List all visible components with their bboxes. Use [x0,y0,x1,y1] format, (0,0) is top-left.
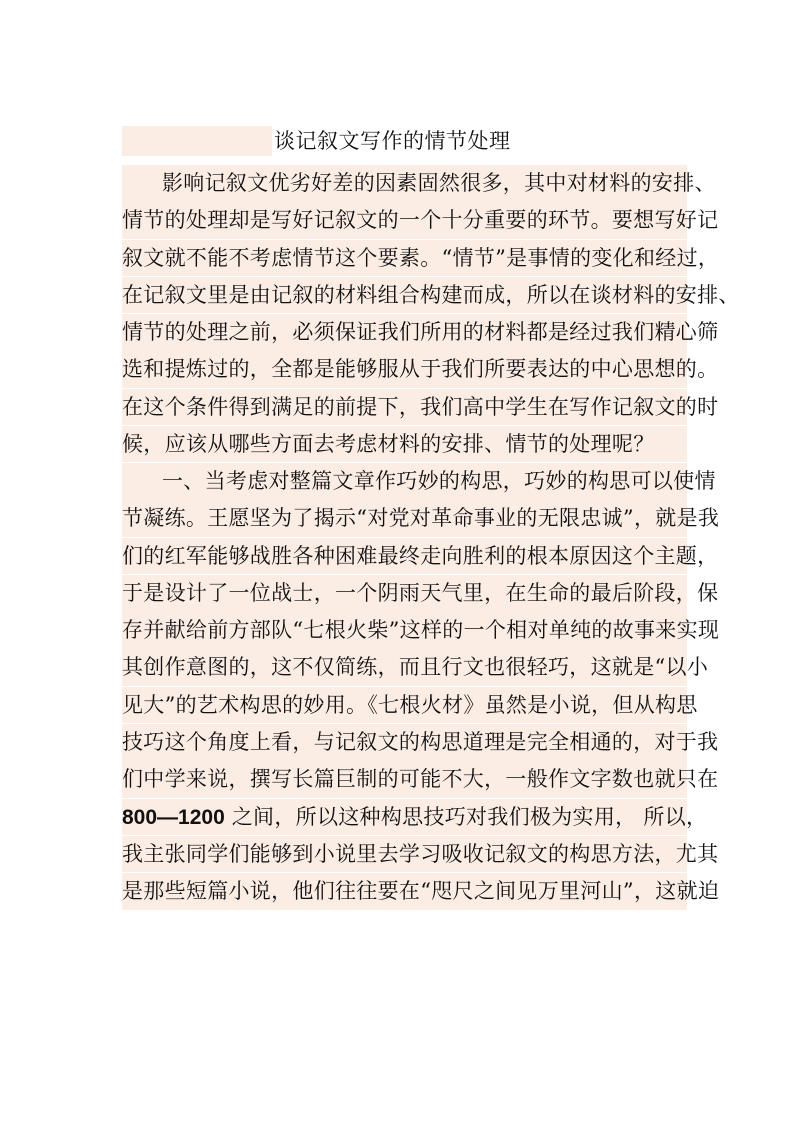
text-line: 于是设计了一位战士，一个阴雨天气里，在生命的最后阶段，保 [122,575,687,612]
text-line: 技巧这个角度上看，与记叙文的构思道理是完全相通的，对于我 [122,724,687,761]
document-title: 谈记叙文写作的情节处理 [274,129,511,153]
text-line: 影响记叙文优劣好差的因素固然很多，其中对材料的安排、 [122,165,687,202]
text-line: 一、当考虑对整篇文章作巧妙的构思，巧妙的构思可以使情 [122,463,687,500]
text-line: 节凝练。王愿坚为了揭示“对党对革命事业的无限忠诚”，就是我 [122,500,687,537]
text-line: 叙文就不能不考虑情节这个要素。“情节”是事情的变化和经过， [122,240,687,277]
text-line: 在记叙文里是由记叙的材料组合构建而成，所以在谈材料的安排、 [122,277,687,314]
text-line: 其创作意图的，这不仅简练，而且行文也很轻巧，这就是“以小 [122,649,687,686]
text-line: 情节的处理却是写好记叙文的一个十分重要的环节。要想写好记 [122,202,687,239]
title-highlight [122,126,272,156]
text-line-with-number [122,799,708,836]
text-line: 选和提炼过的，全都是能够服从于我们所要表达的中心思想的。 [122,351,687,388]
text-line-rest: 之间，所以这种构思技巧对我们极为实用， 所以， [224,804,708,829]
text-line: 在这个条件得到满足的前提下，我们高中学生在写作记叙文的时 [122,389,687,426]
text-line: 是那些短篇小说，他们往往要在“咫尺之间见万里河山”，这就迫 [122,873,687,910]
text-line: 候，应该从哪些方面去考虑材料的安排、情节的处理呢？ [122,426,687,463]
text-line: 情节的处理之前，必须保证我们所用的材料都是经过我们精心筛 [122,314,687,351]
text-line: 们的红军能够战胜各种困难最终走向胜利的根本原因这个主题， [122,538,687,575]
text-line: 们中学来说，撰写长篇巨制的可能不大，一般作文字数也就只在 [122,761,687,798]
word-count-range: 800—1200 [122,805,225,829]
text-line: 我主张同学们能够到小说里去学习吸收记叙文的构思方法，尤其 [122,836,687,873]
text-line: 存并献给前方部队“七根火柴”这样的一个相对单纯的故事来实现 [122,612,687,649]
document-body [122,165,740,910]
text-line: 见大”的艺术构思的妙用。《七根火材》虽然是小说，但从构思 [122,687,687,724]
title-row [122,125,687,157]
